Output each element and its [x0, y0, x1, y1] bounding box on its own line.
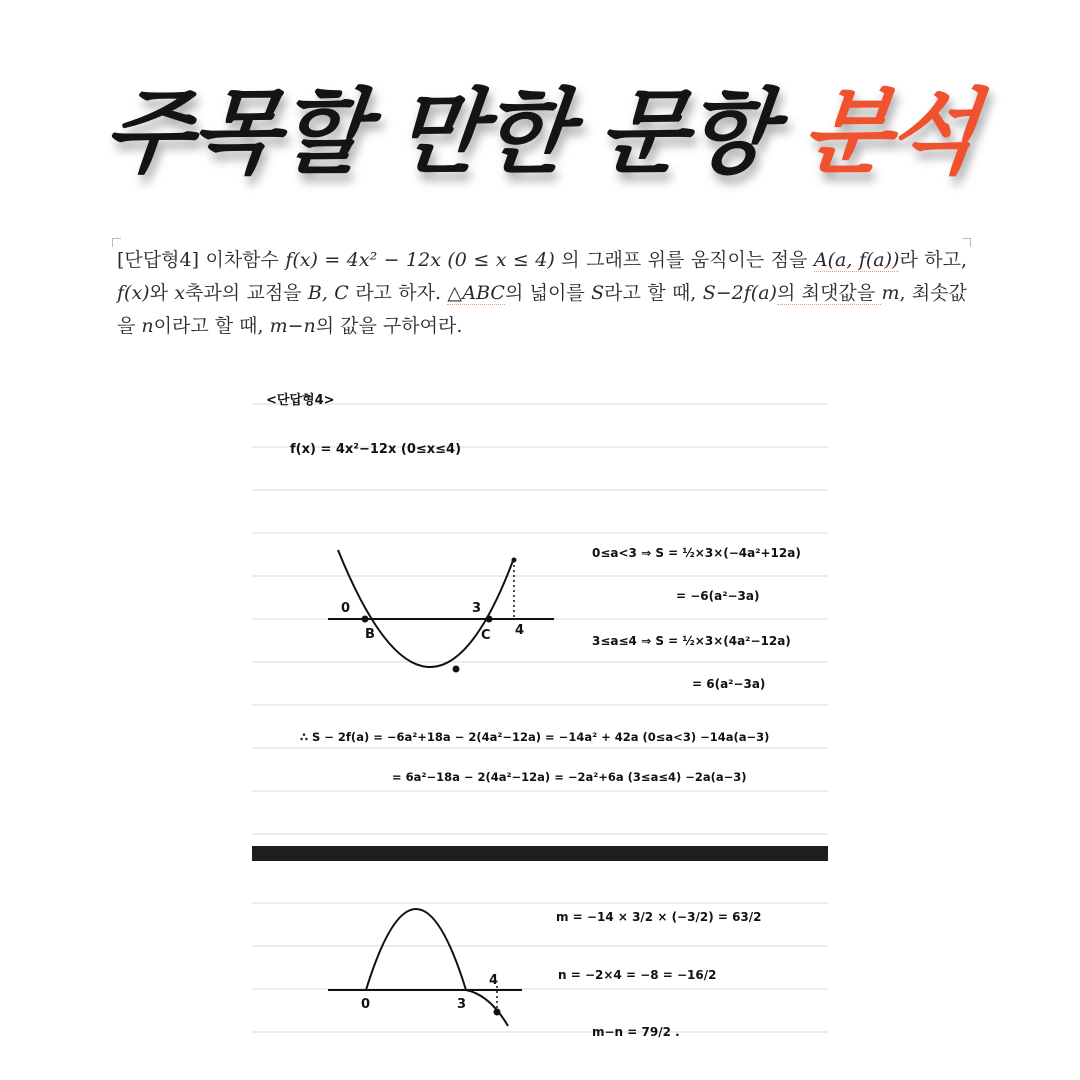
problem-text-part: 의 그래프 위를 움직이는 점을: [554, 249, 814, 271]
min-value-line: n = −2×4 = −8 = −16/2: [558, 968, 717, 982]
math-expression: S−2f(a): [702, 282, 777, 304]
graph2-label-three: 3: [457, 997, 467, 1012]
graph1-label-four: 4: [515, 623, 525, 638]
parabola-graph-1: [328, 550, 554, 673]
graph1-label-three: 3: [472, 601, 482, 616]
point-b-marker: [362, 616, 369, 623]
curve-lower: [466, 990, 508, 1026]
graph1-label-b: B: [365, 627, 375, 642]
math-n: n: [141, 315, 154, 337]
graph1-label-zero: 0: [341, 601, 351, 616]
title-main: 주목할 만한 문항: [98, 79, 778, 186]
curve-upper: [366, 909, 466, 990]
case2-result: = 6(a²−3a): [692, 677, 766, 691]
math-fx: f(x): [117, 282, 150, 304]
therefore-line-1: ∴ S − 2f(a) = −6a²+18a − 2(4a²−12a) = −14a² + 42a (0≤a<3) −14a(a−3): [300, 730, 770, 744]
point-a: A(a, f(a)): [813, 249, 900, 271]
problem-text-part: 라 하고,: [899, 249, 968, 271]
math-s: S: [591, 282, 605, 304]
problem-text-part: 라고 할 때,: [604, 282, 703, 304]
endpoint-marker: [512, 558, 517, 563]
point-c-marker: [486, 616, 493, 623]
case2-area: 3≤a≤4 ⇒ S = ½×3×(4a²−12a): [592, 634, 791, 648]
problem-text-part: 의 넓이를: [504, 282, 592, 304]
case1-result: = −6(a²−3a): [676, 589, 760, 603]
math-m-minus-n: m−n: [269, 315, 316, 337]
function-definition: f(x) = 4x² − 12x (0 ≤ x ≤ 4): [285, 249, 555, 271]
math-x: x: [174, 282, 186, 304]
case1-area: 0≤a<3 ⇒ S = ½×3×(−4a²+12a): [592, 546, 801, 560]
therefore-line-2: = 6a²−18a − 2(4a²−12a) = −2a²+6a (3≤a≤4) −2a(a−3): [392, 770, 747, 784]
math-m: m: [881, 282, 900, 304]
max-value-line: m = −14 × 3/2 × (−3/2) = 63/2: [556, 910, 762, 924]
math-bc: B, C: [307, 282, 349, 304]
problem-label: [단답형4]: [117, 249, 199, 271]
problem-text-part: 라고 하자.: [348, 282, 448, 304]
parabola-curve: [338, 550, 514, 667]
graph2-label-four: 4: [489, 973, 499, 988]
point-a-marker: [453, 666, 460, 673]
problem-text-part: 이차함수: [198, 249, 286, 271]
notes-heading: <단답형4>: [266, 393, 335, 408]
notes-function-line: f(x) = 4x²−12x (0≤x≤4): [290, 442, 462, 457]
ruled-lines: [252, 404, 828, 1032]
section-divider: [252, 846, 828, 861]
parabola-graph-2: [328, 909, 522, 1026]
title-accent: 분석: [796, 79, 982, 186]
problem-text-part: 축과의 교점을: [185, 282, 308, 304]
answer-line: m−n = 79/2 .: [592, 1025, 680, 1039]
math-triangle: △ABC: [447, 282, 505, 304]
problem-text-part: 와: [149, 282, 175, 304]
endpoint-marker: [494, 1009, 501, 1016]
problem-text-part: 의 값을 구하여라.: [315, 315, 463, 337]
graph2-label-zero: 0: [361, 997, 371, 1012]
problem-text-part: , 최솟값을: [117, 282, 967, 337]
problem-text-part: 의 최댓값을: [776, 282, 882, 304]
graph1-label-c: C: [481, 628, 491, 643]
problem-text-part: 이라고 할 때,: [153, 315, 270, 337]
